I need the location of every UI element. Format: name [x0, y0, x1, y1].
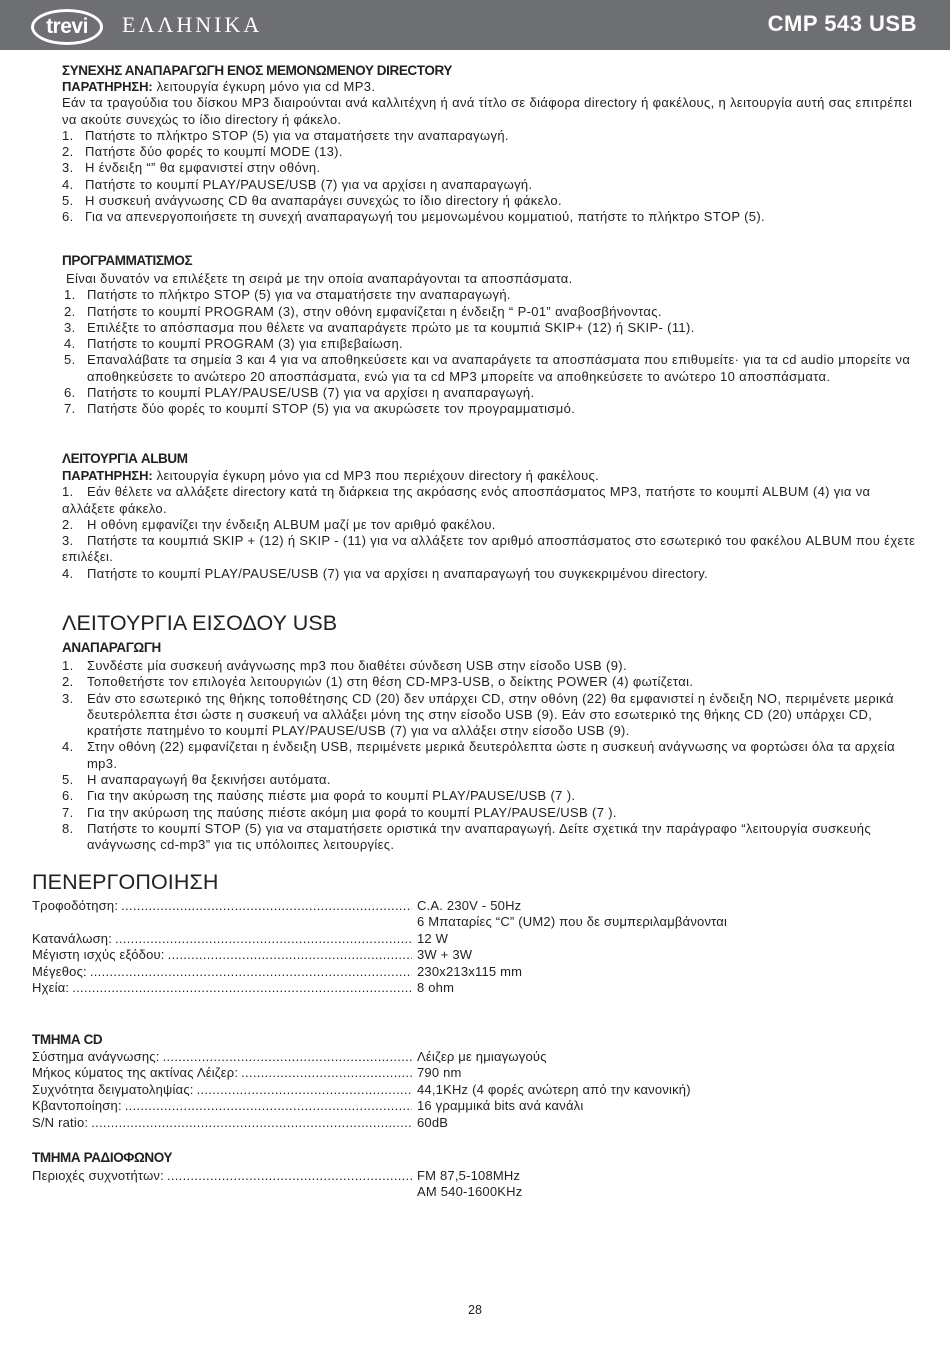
list-item-number: 4.	[62, 176, 74, 192]
programming-section	[62, 252, 918, 418]
list-item-text: Για να απενεργοποιήσετε τη συνεχή αναπαραγωγή του μεμονωμένου κομματιού, πατήστε το πλήκτρο STOP (5).	[85, 209, 765, 225]
list-item-number: 1.	[62, 484, 74, 500]
spec-label: Κβαντοποίηση:	[32, 1098, 122, 1114]
spec-row	[32, 1168, 812, 1184]
list-item	[62, 821, 918, 854]
list-item-number: 1.	[64, 287, 76, 303]
spec-label: Μήκος κύματος της ακτίνας Λέιζερ:	[32, 1065, 239, 1081]
list-item	[62, 566, 918, 582]
list-item-number: 6.	[62, 209, 74, 225]
album-section	[62, 450, 918, 582]
list-item-text: Επιλέξτε το απόσπασμα που θέλετε να αναπαράγετε πρώτο με τα κουμπιά SKIP+ (12) ή SKIP- (11).	[87, 319, 695, 335]
section-heading: ΑΝΑΠΑΡΑΓΩΓΗ	[62, 640, 161, 655]
list-item-text: Τοποθετήστε τον επιλογέα λειτουργιών (1) στη θέση CD-MP3-USB, ο δείκτης POWER (4) φωτίζεται.	[87, 674, 694, 690]
list-item	[62, 805, 918, 821]
spec-row	[32, 980, 812, 996]
list-item-number: 3.	[62, 533, 74, 549]
spec-row	[32, 914, 812, 930]
list-item-text: Η οθόνη εμφανίζει την ένδειξη ALBUM μαζί με τον αριθμό φακέλου.	[87, 516, 496, 532]
spec-label: Σύστημα ανάγνωσης:	[32, 1049, 160, 1064]
list-item-text: Επαναλάβατε τα σημεία 3 και 4 για να αποθηκεύσετε και να αναπαράγετε τα αποσπάσματα που επιθυμείτε· για τα cd audio μπορείτε να αποθηκεύσετε το ανώτερο 20 αποσπάσματα, ενώ για τα cd MP3 μπορείτε να αποθηκεύσετε το ανώτερο 10 αποσπάσματα.	[87, 352, 911, 384]
spec-value: 16 γραμμικά bits ανά κανάλι	[417, 1098, 584, 1114]
list-item-number: 5.	[62, 193, 74, 209]
dot-leader	[168, 947, 412, 963]
list-item-text: Εάν θέλετε να αλλάξετε directory κατά τη διάρκεια της ακρόασης ενός αποσπάσματος MP3, πατήστε το κουμπί ALBUM (4) για να αλλάξετε φάκελο.	[62, 484, 871, 516]
dot-leader	[121, 898, 412, 914]
list-item-number: 6.	[62, 788, 74, 804]
spec-label: Περιοχές συχνοτήτων:	[32, 1168, 164, 1183]
cd-specs-section	[32, 1031, 812, 1131]
section-intro: Εάν τα τραγούδια του δίσκου MP3 διαιρούνται ανά καλλιτέχνη ή ανά τίτλο σε διάφορα directory ή φακέλους, η λειτουργία αυτή σας επιτρέπει να ακούτε συνεχώς το ίδιο directory ή φάκελο.	[62, 95, 913, 127]
section-title: ΛΕΙΤΟΥΡΓΙΑ ΕΙΣΟΔΟΥ USB	[62, 611, 338, 635]
list-item-text: Η ένδειξη “” θα εμφανιστεί στην οθόνη.	[85, 160, 321, 176]
list-item	[62, 401, 918, 417]
list-item-number: 7.	[62, 804, 74, 820]
list-item-text: Η συσκευή ανάγνωσης CD θα αναπαράγει συνεχώς το ίδιο directory ή φάκελο.	[85, 193, 562, 209]
spec-row	[32, 1115, 812, 1131]
list-item-text: Πατήστε το κουμπί PROGRAM (3), στην οθόνη εμφανίζεται η ένδειξη “ P-01” αναβοσβήνοντας.	[87, 303, 662, 319]
list-item-text: Πατήστε δύο φορές το κουμπί MODE (13).	[85, 144, 343, 160]
list-item-text: Εάν στο εσωτερικό της θήκης τοποθέτησης CD (20) δεν υπάρχει CD, στην οθόνη (22) θα εμφανιστεί η ένδειξη NO, περιμένετε μερικά δευτερόλεπτα έτσι ώστε η συσκευή να αλλάξει μόνη της στην είσοδο USB (9). Εάν στο εσωτερικό της θήκης CD (20) υπάρχει CD, κρατήστε πατημένο το κουμπί PLAY/PAUSE/USB (7) για να αλλάξει στην είσοδο USB (9).	[87, 690, 894, 739]
spec-value: 230x213x115 mm	[417, 963, 523, 979]
note-label: ΠΑΡΑΤΗΡΗΣΗ:	[62, 468, 153, 483]
list-item-number: 5.	[62, 772, 74, 788]
dot-leader	[90, 964, 412, 980]
section-heading: ΛΕΙΤΟΥΡΓΙΑ ALBUM	[62, 451, 188, 466]
trevi-logo: trevi	[31, 9, 103, 45]
header-bar	[0, 0, 950, 50]
list-item-text: Στην οθόνη (22) εμφανίζεται η ένδειξη USB, περιμένετε μερικά δευτερόλεπτα ώστε η συσκευή ανάγνωσης να φορτώσει όλα τα αρχεία mp3.	[87, 739, 895, 771]
note-label: ΠΑΡΑΤΗΡΗΣΗ:	[62, 79, 153, 94]
spec-label: Ηχεία:	[32, 979, 70, 995]
list-item	[62, 674, 918, 690]
list-item	[62, 128, 918, 144]
dot-leader	[125, 1098, 412, 1114]
list-item	[62, 691, 918, 740]
model-name: CMP 543 USB	[767, 11, 917, 36]
spec-row	[32, 1098, 812, 1114]
spec-row	[32, 931, 812, 947]
list-item	[62, 177, 918, 193]
spec-row	[32, 947, 812, 963]
list-item	[62, 658, 918, 674]
section-heading: ΤΜΗΜΑ ΡΑΔΙΟΦΩΝΟΥ	[32, 1150, 173, 1165]
list-item-number: 4.	[62, 565, 74, 581]
spec-value: 6 Μπαταρίες “C” (UM2) που δε συμπεριλαμβάνονται	[417, 914, 728, 930]
list-item	[62, 304, 918, 320]
list-item-text: Πατήστε το κουμπί PLAY/PAUSE/USB (7) για να αρχίσει η αναπαραγωγή του συγκεκριμένου directory.	[87, 565, 709, 581]
list-item-number: 2.	[62, 516, 74, 532]
list-item-text: Πατήστε το πλήκτρο STOP (5) για να σταματήσετε την αναπαραγωγή.	[85, 127, 509, 143]
spec-value: C.A. 230V - 50Hz	[417, 898, 522, 913]
spec-value: 60dB	[417, 1114, 449, 1130]
list-item-text: Πατήστε το κουμπί STOP (5) για να σταματήσετε οριστικά την αναπαραγωγή. Δείτε σχετικά την παράγραφο “λειτουργία συσκευής ανάγνωσης cd-mp3” για τις υπόλοιπες λειτουργίες.	[87, 820, 871, 853]
spec-value: 12 W	[417, 930, 449, 946]
list-item	[62, 193, 918, 209]
spec-row	[32, 1082, 812, 1098]
dot-leader	[91, 1115, 412, 1131]
list-item-number: 4.	[62, 739, 74, 755]
list-item	[62, 484, 918, 517]
spec-label: Κατανάλωση:	[32, 930, 113, 946]
note-text: λειτουργία έγκυρη μόνο για cd MP3 που περιέχουν directory ή φακέλους.	[156, 468, 600, 483]
spec-row	[32, 1065, 812, 1081]
list-item-number: 5.	[64, 352, 76, 368]
list-item-number: 8.	[62, 820, 74, 836]
spec-value: FM 87,5-108MHz	[417, 1168, 521, 1183]
list-item-text: Πατήστε τα κουμπιά SKIP + (12) ή SKIP - (11) για να αλλάξετε τον αριθμό αποσπάσματος στο εσωτερικό του φακέλου ALBUM που έχετε επιλέξει.	[62, 533, 916, 565]
list-item-text: Για την ακύρωση της παύσης πιέστε ακόμη μια φορά το κουμπί PLAY/PAUSE/USB (7 ).	[87, 804, 617, 820]
list-item	[62, 772, 918, 788]
list-item-text: Συνδέστε μία συσκευή ανάγνωσης mp3 που διαθέτει σύνδεση USB στην είσοδο USB (9).	[87, 658, 627, 673]
list-item-number: 2.	[64, 303, 76, 319]
list-item-number: 7.	[64, 401, 76, 417]
list-item-text: Πατήστε δύο φορές το κουμπί STOP (5) για να ακυρώσετε τον προγραμματισμό.	[87, 401, 576, 417]
list-item	[62, 739, 918, 772]
section-heading: ΤΜΗΜΑ CD	[32, 1032, 103, 1047]
spec-row	[32, 964, 812, 980]
list-item-number: 2.	[62, 144, 74, 160]
note	[62, 79, 918, 95]
usb-input-section	[62, 611, 918, 854]
dot-leader	[163, 1049, 412, 1065]
list-item	[62, 788, 918, 804]
radio-specs-section	[32, 1149, 812, 1201]
spec-value: AM 540-1600KHz	[417, 1184, 523, 1200]
list-item	[62, 533, 918, 566]
spec-label: Συχνότητα δειγματοληψίας:	[32, 1081, 194, 1097]
dot-leader	[72, 980, 412, 996]
list-item-number: 3.	[62, 160, 74, 176]
spec-label: Τροφοδότηση:	[32, 898, 119, 913]
note-text: λειτουργία έγκυρη μόνο για cd MP3.	[156, 79, 376, 94]
list-item	[62, 352, 918, 385]
list-item	[62, 209, 918, 225]
spec-row	[32, 1049, 812, 1065]
list-item-text: Η αναπαραγωγή θα ξεκινήσει αυτόματα.	[87, 772, 331, 788]
continuous-playback-section	[62, 62, 918, 226]
list-item-text: Πατήστε το κουμπί PLAY/PAUSE/USB (7) για να αρχίσει η αναπαραγωγή.	[87, 385, 535, 401]
spec-value: 790 nm	[417, 1065, 462, 1081]
list-item-number: 2.	[62, 674, 74, 690]
note	[62, 468, 918, 484]
section-title: ΠΕΝΕΡΓΟΠΟΙΗΣΗ	[32, 870, 219, 894]
spec-value: Λέιζερ με ημιαγωγούς	[417, 1049, 547, 1064]
spec-value: 44,1KHz (4 φορές ανώτερη από την κανονική)	[417, 1081, 691, 1097]
list-item-number: 3.	[62, 690, 74, 706]
dot-leader	[167, 1168, 412, 1184]
list-item-number: 1.	[62, 127, 74, 143]
page-number: 28	[468, 1303, 482, 1317]
section-heading: ΣΥΝΕΧΗΣ ΑΝΑΠΑΡΑΓΩΓΗ ΕΝΟΣ ΜΕΜΟΝΩΜΕΝΟΥ DIRECTORY	[62, 63, 452, 78]
list-item	[62, 517, 918, 533]
section-intro: Είναι δυνατόν να επιλέξετε τη σειρά με την οποία αναπαράγονται τα αποσπάσματα.	[66, 271, 573, 286]
dot-leader	[241, 1065, 412, 1081]
language-title: ΕΛΛΗΝΙΚΑ	[122, 12, 263, 37]
spec-row	[32, 1184, 812, 1200]
specifications-section	[32, 870, 812, 996]
list-item-text: Πατήστε το κουμπί PLAY/PAUSE/USB (7) για να αρχίσει η αναπαραγωγή.	[85, 176, 533, 192]
list-item-number: 6.	[64, 385, 76, 401]
dot-leader	[115, 931, 412, 947]
list-item-text: Για την ακύρωση της παύσης πιέστε μια φορά το κουμπί PLAY/PAUSE/USB (7 ).	[87, 788, 576, 804]
list-item-text: Πατήστε το κουμπί PROGRAM (3) για επιβεβαίωση.	[87, 336, 403, 352]
dot-leader	[197, 1082, 412, 1098]
list-item	[62, 320, 918, 336]
list-item-text: Πατήστε το πλήκτρο STOP (5) για να σταματήσετε την αναπαραγωγή.	[87, 287, 511, 303]
list-item-number: 4.	[64, 336, 76, 352]
spec-row	[32, 898, 812, 914]
list-item	[62, 160, 918, 176]
list-item	[62, 336, 918, 352]
list-item	[62, 385, 918, 401]
spec-value: 8 ohm	[417, 979, 455, 995]
spec-label: Μέγεθος:	[32, 963, 87, 979]
list-item-number: 3.	[64, 319, 76, 335]
list-item-number: 1.	[62, 658, 74, 673]
spec-value: 3W + 3W	[417, 947, 473, 963]
list-item	[62, 287, 918, 303]
spec-label: Μέγιστη ισχύς εξόδου:	[32, 947, 165, 963]
spec-label: S/N ratio:	[32, 1114, 89, 1130]
list-item	[62, 144, 918, 160]
section-heading: ΠΡΟΓΡΑΜΜΑΤΙΣΜΟΣ	[62, 253, 193, 268]
